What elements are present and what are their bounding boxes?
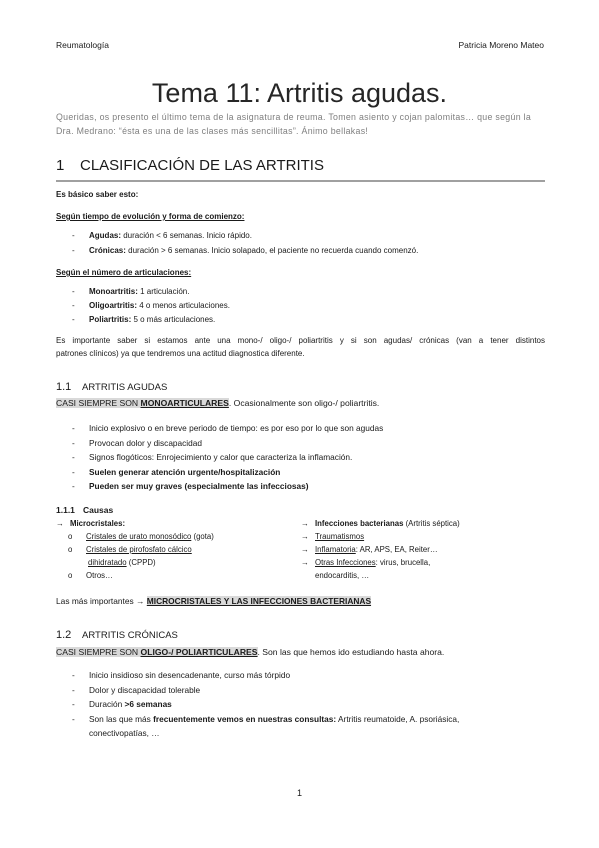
lead-key: MONOARTICULARES <box>140 398 229 408</box>
cause-otras-infecciones: Otras Infecciones <box>315 558 376 567</box>
header-left: Reumatología <box>56 40 109 50</box>
list-item <box>301 517 551 530</box>
chronic-item-4-b: frecuentemente vemos en nuestras consultas: <box>153 713 337 724</box>
chronic-item-4-c: Artritis reumatoide, A. psoriásica, <box>336 713 460 724</box>
list-item: - Provocan dolor y discapacidad <box>72 436 552 451</box>
acute-item-5: Pueden ser muy graves (especialmente las infecciosas) <box>89 481 309 491</box>
chronic-item-2: Dolor y discapacidad tolerable <box>89 684 201 695</box>
arrow-icon: → <box>56 519 64 528</box>
chronic-item-1: Inicio insidioso sin desencadenante, curso más tórpido <box>89 670 291 680</box>
cause-endocarditis: endocarditis, … <box>315 571 370 580</box>
acute-item-1: Inicio explosivo o en breve periodo de tiempo: es por eso por lo que son agudas <box>89 423 384 433</box>
list-item <box>56 517 296 530</box>
cause-urato-note: (gota) <box>191 532 214 541</box>
conclusion-prefix: Las más importantes <box>56 596 137 606</box>
cause-inflamatoria: Inflamatoria <box>315 545 356 554</box>
term-mono: Monoartritis: <box>89 287 138 296</box>
list-item: - Inicio insidioso sin desencadenante, curso más tórpido <box>72 668 552 683</box>
list-item <box>72 726 552 741</box>
term-poli: Poliartritis: <box>89 315 132 324</box>
arrow-icon: → <box>301 558 309 567</box>
section-1-1-number: 1.1 <box>56 381 72 393</box>
microcristales-head: Microcristales: <box>70 519 126 528</box>
list-item: - Suelen generar atención urgente/hospitalización <box>72 465 552 480</box>
list-item: - Pueden ser muy graves (especialmente las infecciosas) <box>72 479 552 494</box>
cause-urato: Cristales de urato monosódico <box>86 532 192 541</box>
circle-bullet-icon: o <box>68 532 73 541</box>
cause-otras-infecciones-list: : virus, brucella, <box>375 558 431 567</box>
page-number: 1 <box>296 788 302 798</box>
page-title: Tema 11: Artritis agudas. <box>151 78 448 108</box>
list-item <box>301 530 551 543</box>
list-item: - Inicio explosivo o en breve periodo de tiempo: es por eso por lo que son agudas <box>72 421 552 436</box>
page-subtitle: Queridas, os presento el último tema de la asignatura de reuma. Tomen asiento y cojan palomitas… que según la Dra. Medrano: “ésta es una de las clases más sencillitas”. Ánimo bellakas! <box>56 112 532 136</box>
by-joints-heading: Según el número de articulaciones: <box>56 268 192 277</box>
cause-cppd: (CPPD) <box>126 558 156 567</box>
chronic-list <box>72 668 552 741</box>
section-1-number: 1 <box>56 157 65 174</box>
section-1-heading <box>56 157 324 174</box>
acute-item-3: Signos flogóticos: Enrojecimiento y calor que caracteriza la inflamación. <box>89 452 353 462</box>
list-item <box>301 556 551 569</box>
text-mono: 1 articulación. <box>137 287 190 296</box>
chronic-item-3: Duración <box>89 699 125 709</box>
circle-bullet-icon: o <box>68 545 73 554</box>
lead-prefix: CASI SIEMPRE SON <box>56 647 141 657</box>
chronic-item-3-value: >6 semanas <box>124 699 172 709</box>
by-time-heading: Según tiempo de evolución y forma de comienzo: <box>56 212 245 221</box>
section-1-intro: Es básico saber esto: <box>56 190 139 199</box>
lead-rest: . Son las que hemos ido estudiando hasta ahora. <box>257 647 445 657</box>
section-1-1-lead <box>56 398 379 408</box>
section-1-2-heading <box>56 629 178 641</box>
list-item <box>56 543 296 556</box>
causes-left-column <box>56 517 296 582</box>
term-cronicas: Crónicas: <box>89 246 126 255</box>
cause-inflamatoria-list: : AR, APS, EA, Reiter… <box>355 545 438 554</box>
header-right: Patricia Moreno Mateo <box>458 40 544 50</box>
list-item: - Son las que más frecuentemente vemos en nuestras consultas: Artritis reumatoide, A. psoriásica, <box>72 713 460 724</box>
term-agudas: Agudas: <box>89 231 121 240</box>
infecciones-head: Infecciones bacterianas <box>315 519 404 528</box>
list-item <box>56 569 296 582</box>
section-1-1-1-title: Causas <box>83 505 114 515</box>
causes-conclusion <box>56 596 371 606</box>
list-item: - Signos flogóticos: Enrojecimiento y calor que caracteriza la inflamación. <box>72 450 552 465</box>
list-item <box>56 556 296 569</box>
infecciones-note: (Artritis séptica) <box>403 519 460 528</box>
chronic-item-4-a: Son las que más <box>89 713 154 724</box>
acute-item-4: Suelen generar atención urgente/hospitalización <box>89 466 281 477</box>
list-item <box>301 569 551 582</box>
cause-pirofosfato: Cristales de pirofosfato cálcico <box>86 545 192 554</box>
section-1-1-1-number: 1.1.1 <box>56 505 75 515</box>
arrow-icon: → <box>301 519 309 528</box>
cause-dihidratado: dihidratado <box>88 558 127 567</box>
section-1-note-line2: patrones clínicos) ya que tendremos una actitud diagnostica diferente. <box>56 349 305 358</box>
section-1-1-title: ARTRITIS AGUDAS <box>82 382 168 393</box>
chronic-item-4-d: conectivopatías, … <box>89 728 160 738</box>
section-1-2-title: ARTRITIS CRÓNICAS <box>82 630 178 641</box>
list-item: - Dolor y discapacidad tolerable <box>72 683 552 698</box>
arrow-icon: → <box>301 532 309 541</box>
section-1-1-heading <box>56 381 167 393</box>
lead-key: OLIGO-/ POLIARTICULARES <box>140 647 258 657</box>
term-oligo: Oligoartritis: <box>89 301 138 310</box>
section-1-2-number: 1.2 <box>56 629 72 641</box>
text-oligo: 4 o menos articulaciones. <box>137 301 230 310</box>
lead-rest: . Ocasionalmente son oligo-/ poliartritis. <box>228 398 380 408</box>
cause-traumatismos: Traumatismos <box>315 532 365 541</box>
section-1-title: CLASIFICACIÓN DE LAS ARTRITIS <box>80 157 324 174</box>
acute-item-2: Provocan dolor y discapacidad <box>89 437 202 448</box>
acute-list <box>72 421 552 494</box>
list-item: - Duración >6 semanas <box>72 699 172 709</box>
section-1-2-lead <box>56 647 444 657</box>
conclusion-key: MICROCRISTALES Y LAS INFECCIONES BACTERIANAS <box>146 596 372 606</box>
section-1-note-line1: Es importante saber si estamos ante una mono-/ oligo-/ poliartritis y si son agudas/ crónicas (van a tener distintos <box>56 336 545 345</box>
cause-otros: Otros… <box>86 571 113 580</box>
circle-bullet-icon: o <box>68 571 73 580</box>
list-item <box>301 543 551 556</box>
section-1-1-1-heading <box>56 505 113 515</box>
arrow-right-icon: → <box>136 596 145 606</box>
text-cronicas: duración > 6 semanas. Inicio solapado, el paciente no recuerda cuando comenzó. <box>125 246 419 255</box>
lead-prefix: CASI SIEMPRE SON <box>56 398 141 408</box>
text-agudas: duración < 6 semanas. Inicio rápido. <box>121 231 252 240</box>
section-1-rule <box>56 180 545 182</box>
causes-right-column <box>301 517 551 582</box>
arrow-icon: → <box>301 545 309 554</box>
list-item <box>56 530 296 543</box>
text-poli: 5 o más articulaciones. <box>131 315 216 324</box>
